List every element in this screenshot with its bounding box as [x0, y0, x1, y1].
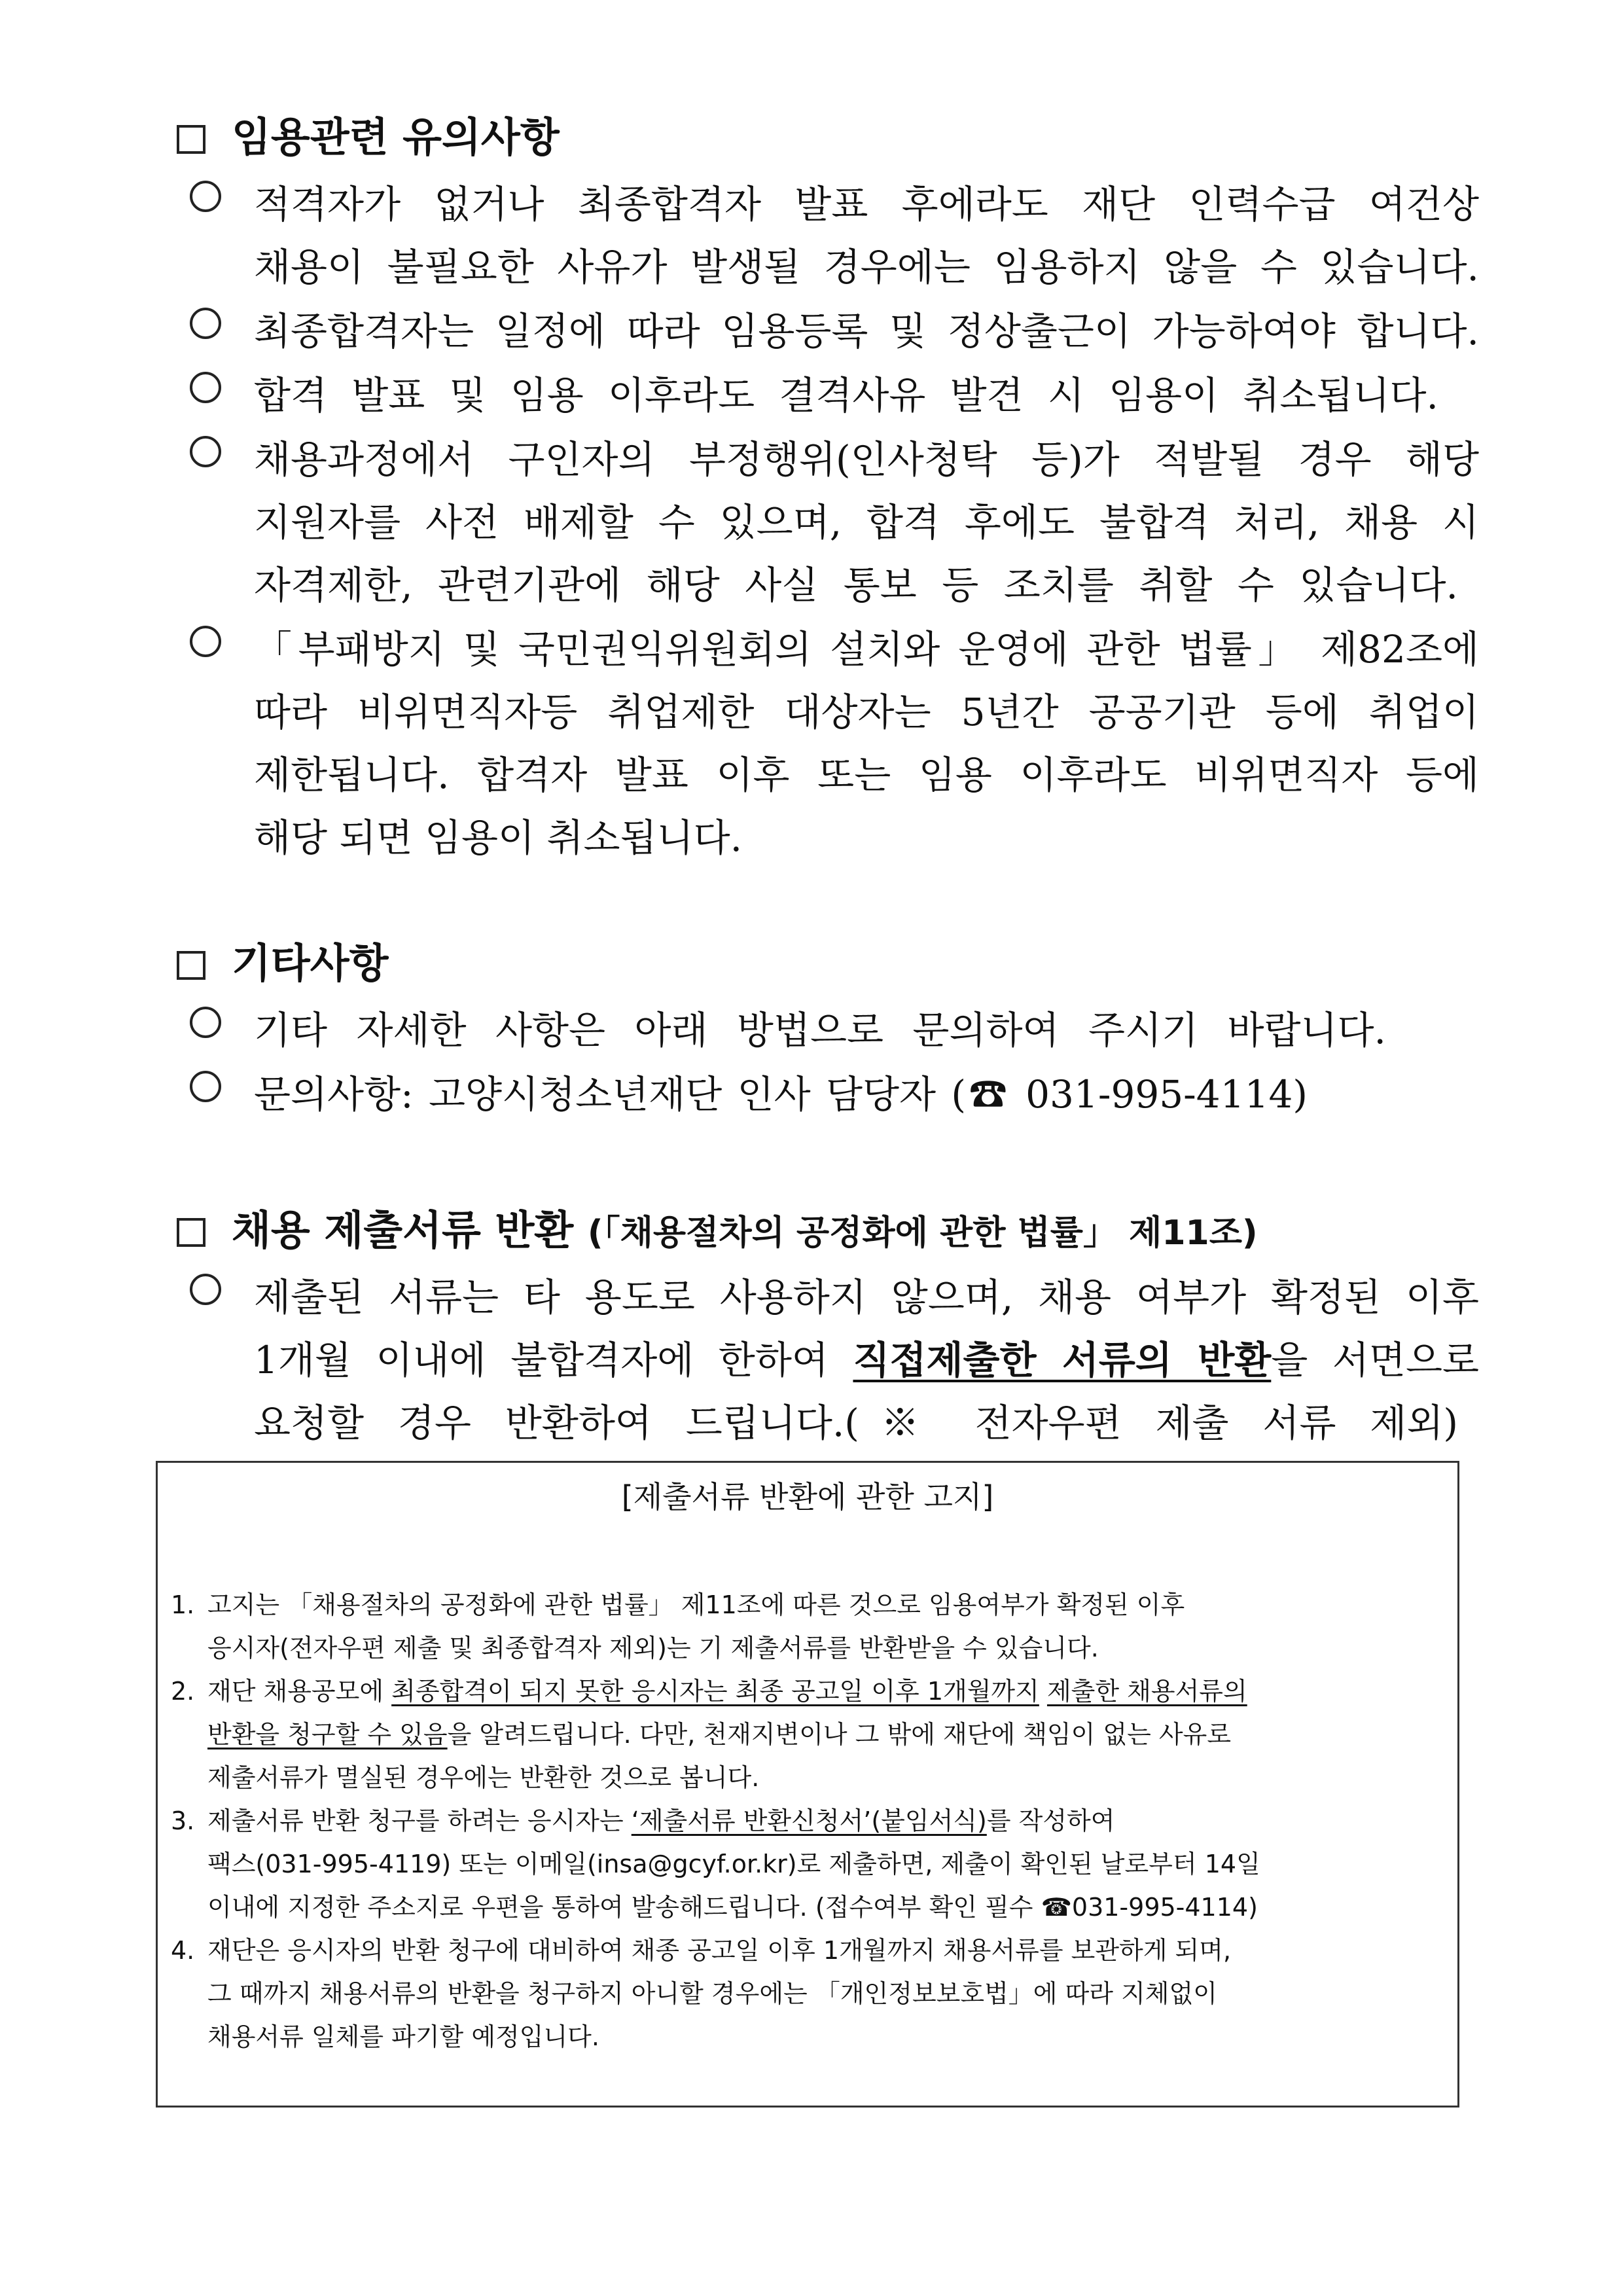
circle-bullet-icon — [190, 181, 221, 212]
list-item — [190, 618, 1479, 869]
notice-item: 2. 재단 채용공모에 최종합격이 되지 못한 응시자는 최종 공고일 이후 1개월까지 제출한 채용서류의 반환을 청구할 수 있음을 알려드립니다. 다만, 천재지변이나 그 밖에 재단에 책임이 없는 사유로 제출서류가 멸실된 경우에는 반환한 것으로 봅니다. — [171, 1677, 1247, 1792]
list-item — [190, 364, 1479, 427]
notice-item: 3. 제출서류 반환 청구를 하려는 응시자는 ‘제출서류 반환신청서’(붙임서식)를 작성하여 팩스(031-995-4119) 또는 이메일(insa@gcyf.or.kr)로 제출하면, 제출이 확인된 날로부터 14일 이내에 지정한 주소지로 우편을 통하여 발송해드립니다. (접수여부 확인 필수 ☎031-995-4114) — [171, 1806, 1260, 1922]
item-line: 적격자가 없거나 최종합격자 발표 후에라도 재단 인력수급 여건상 — [254, 182, 1479, 226]
emphasized-text: 직접제출한 서류의 반환 — [853, 1338, 1272, 1382]
circle-bullet-icon — [190, 626, 221, 657]
list-item — [190, 300, 1479, 363]
list-item — [190, 173, 1479, 298]
item-line: 자격제한, 관련기관에 해당 사실 통보 등 조치를 취할 수 있습니다. — [254, 563, 1458, 607]
notice-box — [156, 1461, 1459, 2108]
circle-bullet-icon — [190, 1274, 221, 1305]
list-item — [190, 428, 1479, 617]
item-line: 채용이 불필요한 사유가 발생될 경우에는 임용하지 않을 수 있습니다. — [254, 245, 1479, 289]
list-item — [190, 999, 1479, 1062]
item-line: 1개월 이내에 불합격자에 한하여 직접제출한 서류의 반환을 서면으로 — [254, 1338, 1480, 1382]
item-line: 문의사항: 고양시청소년재단 인사 담당자 (☎ 031-995-4114) — [254, 1072, 1308, 1117]
checkbox-icon — [177, 1218, 205, 1247]
notice-item: 4. 재단은 응시자의 반환 청구에 대비하여 채종 공고일 이후 1개월까지 채용서류를 보관하게 되며, 그 때까지 채용서류의 반환을 청구하지 아니할 경우에는 「개인정보보호법」에 따라 지체없이 채용서류 일체를 파기할 예정입니다. — [171, 1936, 1232, 2051]
notice-item: 1. 고지는 「채용절차의 공정화에 관한 법률」 제11조에 따른 것으로 임용여부가 확정된 이후 응시자(전자우편 제출 및 최종합격자 제외)는 기 제출서류를 반환받을 수 있습니다. — [171, 1590, 1185, 1662]
item-line: 요청할 경우 반환하여 드립니다.(※ 전자우편 제출 서류 제외) — [254, 1401, 1458, 1445]
circle-bullet-icon — [190, 1071, 221, 1102]
item-line: 최종합격자는 일정에 따라 임용등록 및 정상출근이 가능하여야 합니다. — [254, 309, 1479, 353]
circle-bullet-icon — [190, 308, 221, 339]
circle-bullet-icon — [190, 1007, 221, 1038]
item-line: 기타 자세한 사항은 아래 방법으로 문의하여 주시기 바랍니다. — [254, 1008, 1386, 1052]
section-subtitle: (「채용절차의 공정화에 관한 법률」 제11조) — [587, 1213, 1258, 1253]
section-title-document-return: 채용 제출서류 반환 (「채용절차의 공정화에 관한 법률」 제11조) — [177, 1204, 1258, 1259]
notice-title: [제출서류 반환에 관한 고지] — [621, 1479, 994, 1515]
list-item — [190, 1063, 1479, 1126]
item-line: 채용과정에서 구인자의 부정행위(인사청탁 등)가 적발될 경우 해당 — [254, 437, 1479, 482]
item-line: 제출된 서류는 타 용도로 사용하지 않으며, 채용 여부가 확정된 이후 — [254, 1275, 1479, 1319]
circle-bullet-icon — [190, 372, 221, 403]
list-item — [190, 1266, 1479, 1454]
item-line: 제한됩니다. 합격자 발표 이후 또는 임용 이후라도 비위면직자 등에 — [254, 753, 1479, 797]
section-title-other-notes: 기타사항 — [177, 937, 389, 990]
item-line: 따라 비위면직자등 취업제한 대상자는 5년간 공공기관 등에 취업이 — [254, 690, 1479, 734]
item-line: 「부패방지 및 국민권익위원회의 설치와 운영에 관한 법률」 제82조에 — [254, 627, 1479, 672]
item-line: 합격 발표 및 임용 이후라도 결격사유 발견 시 임용이 취소됩니다. — [254, 373, 1438, 418]
item-line: 해당 되면 임용이 취소됩니다. — [254, 816, 743, 860]
checkbox-icon — [177, 951, 205, 980]
checkbox-icon — [177, 125, 205, 154]
item-line: 지원자를 사전 배제할 수 있으며, 합격 후에도 불합격 처리, 채용 시 — [254, 500, 1479, 545]
circle-bullet-icon — [190, 436, 221, 467]
section-title-employment-notes: 임용관련 유의사항 — [177, 111, 560, 164]
